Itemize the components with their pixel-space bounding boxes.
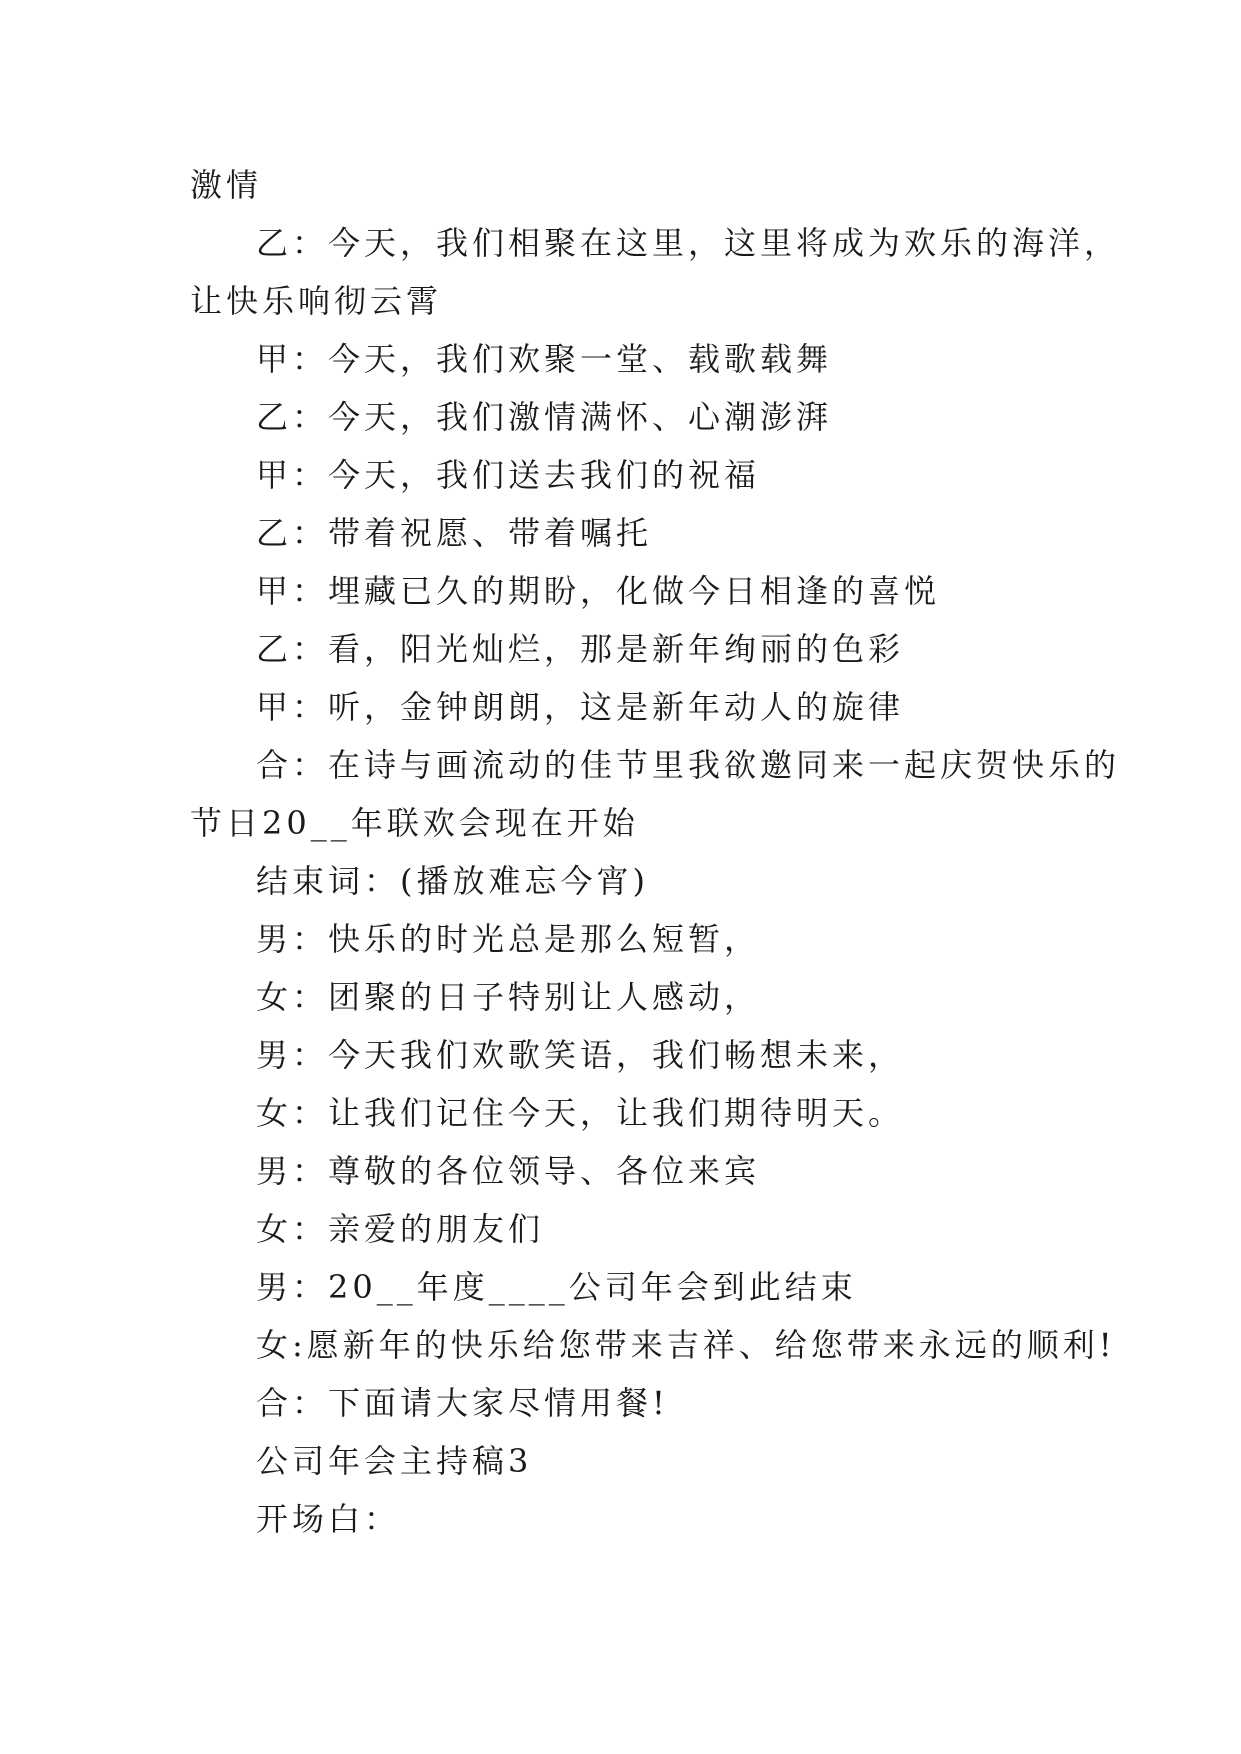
text-line: 女：亲爱的朋友们 [256,1210,545,1248]
text-line: 甲：埋藏已久的期盼，化做今日相逢的喜悦 [256,572,941,610]
text-line: 乙：看，阳光灿烂，那是新年绚丽的色彩 [256,630,905,668]
text-line: 女：团聚的日子特别让人感动， [256,978,761,1016]
text-line: 女:愿新年的快乐给您带来吉祥、给您带来永远的顺利! [256,1326,1116,1364]
text-line: 乙：带着祝愿、带着嘱托 [256,514,653,552]
section-heading: 公司年会主持稿3 [256,1442,533,1480]
text-line: 合：在诗与画流动的佳节里我欲邀同来一起庆贺快乐的 [256,746,1121,784]
text-line: 甲：今天，我们送去我们的祝福 [256,456,761,494]
text-line: 甲：今天，我们欢聚一堂、载歌载舞 [256,340,833,378]
text-line: 女：让我们记住今天，让我们期待明天。 [256,1094,905,1132]
text-line: 激情 [190,166,263,204]
text-line: 让快乐响彻云霄 [190,282,443,320]
text-line: 男：尊敬的各位领导、各位来宾 [256,1152,761,1190]
text-line: 合：下面请大家尽情用餐! [256,1384,669,1422]
text-line: 节日20__年联欢会现在开始 [190,804,639,842]
text-line: 男：快乐的时光总是那么短暂， [256,920,761,958]
text-line: 乙：今天，我们激情满怀、心潮澎湃 [256,398,833,436]
text-line: 男：今天我们欢歌笑语，我们畅想未来， [256,1036,905,1074]
text-line: 男：20__年度____公司年会到此结束 [256,1268,857,1306]
text-line: 开场白： [256,1500,401,1538]
text-line: 甲：听，金钟朗朗，这是新年动人的旋律 [256,688,905,726]
text-line: 结束词：(播放难忘今宵) [256,862,649,900]
text-line: 乙：今天，我们相聚在这里，这里将成为欢乐的海洋， [256,224,1121,262]
